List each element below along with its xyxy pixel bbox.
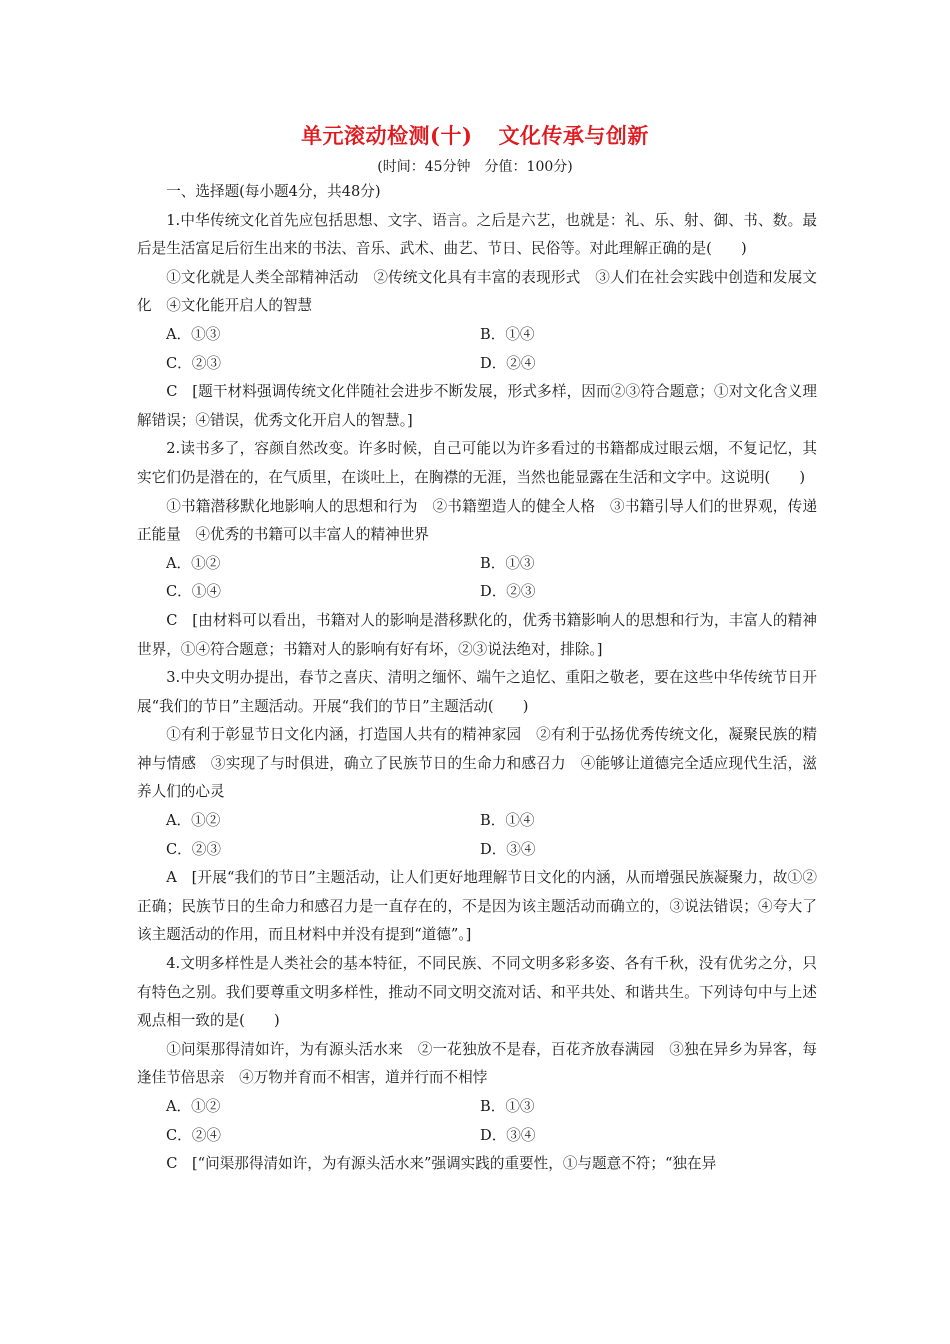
question-items: ①文化就是人类全部精神活动 ②传统文化具有丰富的表现形式 ③人们在社会实践中创造和发展文化 ④文化能开启人的智慧 bbox=[137, 268, 817, 315]
option-c: C．②③ bbox=[166, 354, 221, 372]
option-d: D．②③ bbox=[480, 583, 536, 601]
options-row bbox=[137, 321, 817, 350]
question-1 bbox=[137, 207, 817, 436]
option-b: B．①③ bbox=[480, 554, 535, 572]
option-b: B．①④ bbox=[480, 812, 535, 830]
option-c: C．②③ bbox=[166, 840, 221, 858]
options-row bbox=[137, 350, 817, 379]
options-row bbox=[137, 1122, 817, 1151]
question-stem: 1.中华传统文化首先应包括思想、文字、语言。之后是六艺，也就是：礼、乐、射、御、书、数。最后是生活富足后衍生出来的书法、音乐、武术、曲艺、节日、民俗等。对此理解正确的是( ) bbox=[137, 211, 817, 258]
question-stem: 2.读书多了，容颜自然改变。许多时候，自己可能以为许多看过的书籍都成过眼云烟，不复记忆，其实它们仍是潜在的，在气质里，在谈吐上，在胸襟的无涯，当然也能显露在生活和文字中。这说明( ) bbox=[137, 440, 817, 486]
answer-explanation: A [开展“我们的节日”主题活动，让人们更好地理解节日文化的内涵，从而增强民族凝聚力，故①②正确；民族节日的生命力和感召力是一直存在的，不是因为该主题活动而确立的，③说法错误；④夸大了该主题活动的作用，而且材料中并没有提到“道德”。] bbox=[137, 869, 817, 944]
question-4 bbox=[137, 950, 817, 1179]
option-a: A．①② bbox=[166, 1098, 221, 1115]
option-d: D．②④ bbox=[480, 354, 536, 372]
options-row bbox=[137, 836, 817, 865]
option-d: D．③④ bbox=[480, 1126, 536, 1144]
option-a: A．①③ bbox=[166, 325, 221, 343]
answer-explanation: C [题干材料强调传统文化伴随社会进步不断发展，形式多样，因而②③符合题意；①对文化含义理解错误；④错误，优秀文化开启人的智慧。] bbox=[137, 383, 817, 429]
question-items: ①问渠那得清如许，为有源头活水来 ②一花独放不是春，百花齐放春满园 ③独在异乡为异客，每逢佳节倍思亲 ④万物并育而不相害，道并行而不相悖 bbox=[137, 1040, 817, 1087]
option-a: A．①② bbox=[166, 554, 221, 572]
question-items: ①书籍潜移默化地影响人的思想和行为 ②书籍塑造人的健全人格 ③书籍引导人们的世界观，传递正能量 ④优秀的书籍可以丰富人的精神世界 bbox=[137, 497, 817, 544]
options-row bbox=[137, 1093, 817, 1122]
title-sub: 文化传承与创新 bbox=[498, 123, 649, 148]
option-b: B．①④ bbox=[480, 325, 535, 343]
page-title bbox=[0, 120, 950, 150]
question-stem: 4.文明多样性是人类社会的基本特征，不同民族、不同文明多彩多姿、各有千秋，没有优劣之分，只有特色之别。我们要尊重文明多样性，推动不同文明交流对话、和平共处、和谐共生。下列诗句中与上述观点相一致的是( ) bbox=[137, 955, 817, 1030]
exam-meta: (时间：45分钟 分值：100分) bbox=[377, 159, 573, 175]
options-row bbox=[137, 550, 817, 579]
document-body bbox=[137, 178, 817, 1179]
options-row bbox=[137, 807, 817, 836]
options-row bbox=[137, 578, 817, 607]
option-d: D．③④ bbox=[480, 840, 536, 858]
title-main: 单元滚动检测(十) bbox=[301, 123, 473, 148]
question-3 bbox=[137, 664, 817, 950]
option-c: C．①④ bbox=[166, 583, 221, 601]
answer-explanation: C [由材料可以看出，书籍对人的影响是潜移默化的，优秀书籍影响人的思想和行为，丰富人的精神世界，①④符合题意；书籍对人的影响有好有坏，②③说法绝对，排除。] bbox=[137, 611, 817, 658]
question-2 bbox=[137, 435, 817, 664]
option-c: C．②④ bbox=[166, 1126, 221, 1144]
option-b: B．①③ bbox=[480, 1098, 535, 1115]
answer-explanation: C [“问渠那得清如许，为有源头活水来”强调实践的重要性，①与题意不符；“独在异 bbox=[166, 1155, 717, 1173]
question-items: ①有利于彰显节日文化内涵，打造国人共有的精神家园 ②有利于弘扬优秀传统文化，凝聚民族的精神与情感 ③实现了与时俱进，确立了民族节日的生命力和感召力 ④能够让道德完全适应现代生活，滋养人们的心灵 bbox=[137, 726, 817, 801]
option-a: A．①② bbox=[166, 812, 221, 830]
question-stem: 3.中央文明办提出，春节之喜庆、清明之缅怀、端午之追忆、重阳之敬老，要在这些中华传统节日开展“我们的节日”主题活动。开展“我们的节日”主题活动( ) bbox=[137, 669, 817, 715]
section-heading: 一、选择题(每小题4分，共48分) bbox=[166, 183, 381, 200]
